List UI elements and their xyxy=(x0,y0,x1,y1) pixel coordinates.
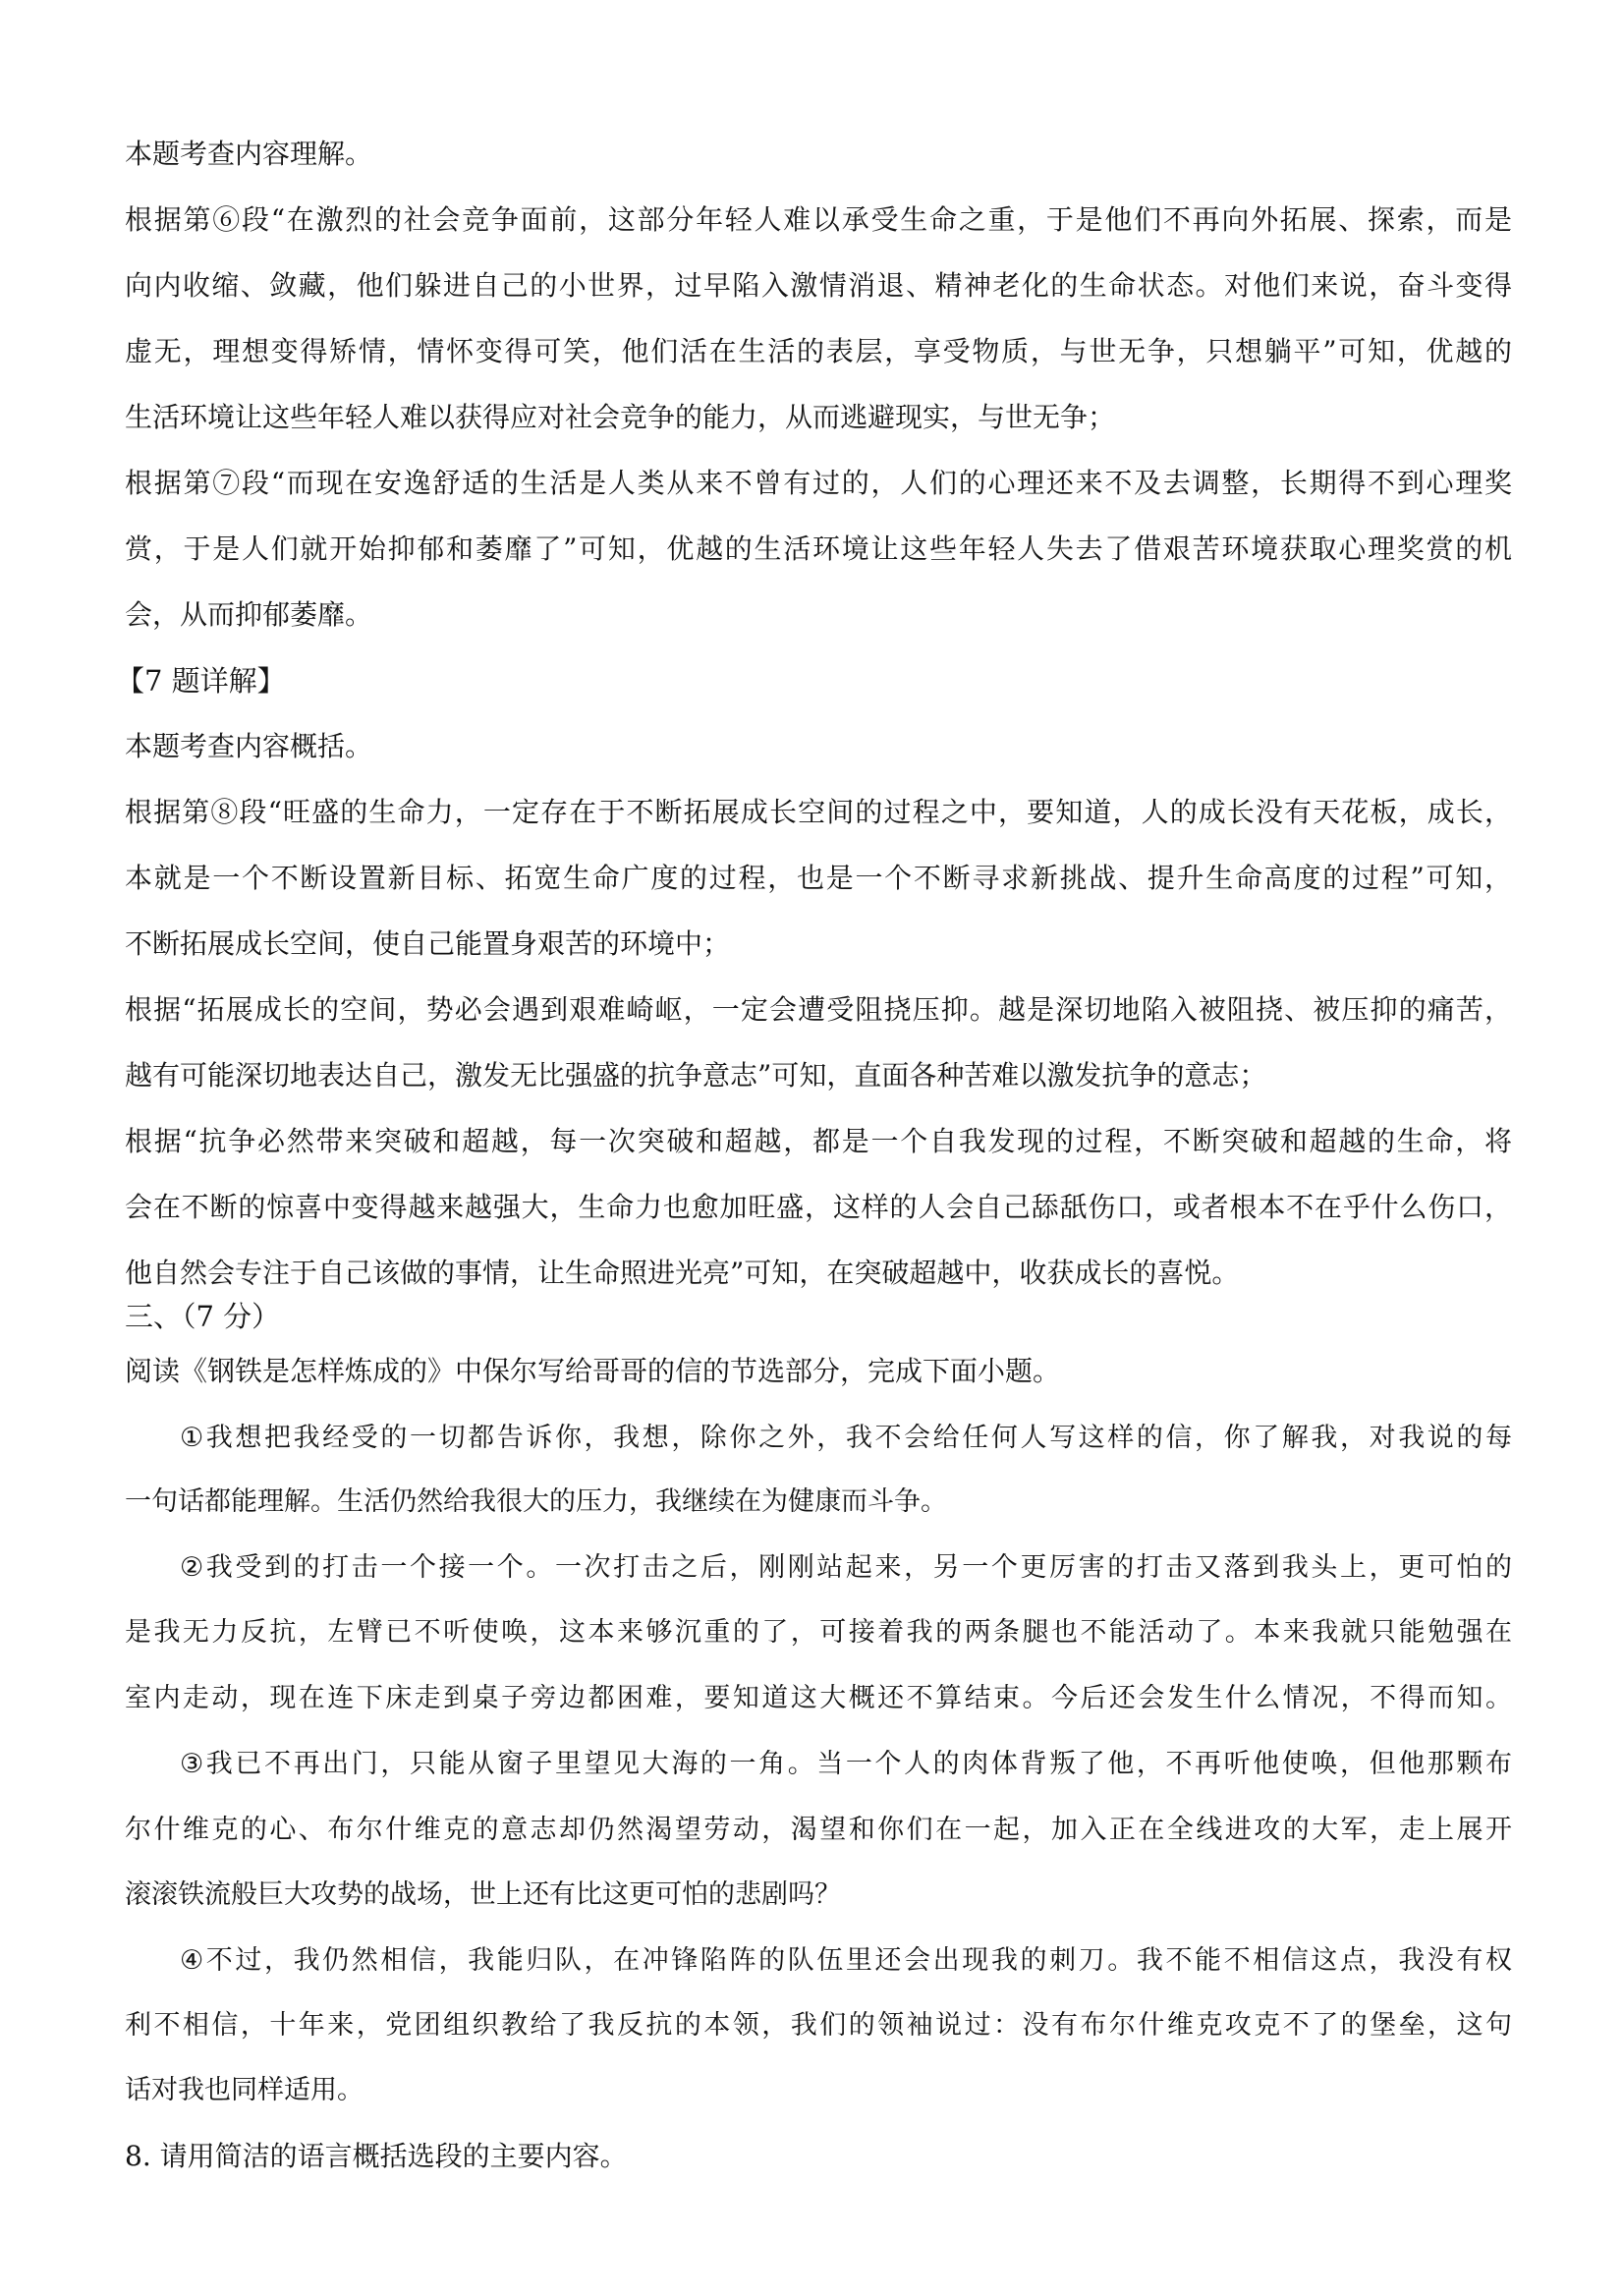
passage-line: 话对我也同样适用。 xyxy=(125,2075,364,2105)
passage-line: 是我无力反抗，左臂已不听使唤，这本来够沉重的了，可接着我的两条腿也不能活动了。本来我就只能勉强在 xyxy=(125,1617,1512,1648)
answer6-intro: 本题考查内容理解。 xyxy=(125,138,373,170)
answer7-text-line: 根据第⑧段“旺盛的生命力，一定存在于不断拓展成长空间的过程之中，要知道，人的成长没有天花板，成长， xyxy=(125,796,1512,828)
passage-line: 室内走动，现在连下床走到桌子旁边都困难，要知道这大概还不算结束。今后还会发生什么情况，不得而知。 xyxy=(125,1683,1512,1713)
passage-line: 尔什维克的心、布尔什维克的意志却仍然渴望劳动，渴望和你们在一起，加入正在全线进攻的大军，走上展开 xyxy=(125,1815,1512,1845)
passage-line: ③我已不再出门，只能从窗子里望见大海的一角。当一个人的肉体背叛了他，不再听他使唤，但他那颗布 xyxy=(180,1749,1512,1779)
section3-heading: 三、（7 分） xyxy=(125,1300,281,1333)
answer6-text-line: 生活环境让这些年轻人难以获得应对社会竞争的能力，从而逃避现实，与世无争； xyxy=(125,401,1116,433)
answer7-text-line: 根据“拓展成长的空间，势必会遇到艰难崎岖，一定会遭受阻挠压抑。越是深切地陷入被阻挠、被压抑的痛苦， xyxy=(125,993,1512,1026)
answer6-text-line: 根据第⑦段“而现在安逸舒适的生活是人类从来不曾有过的，人们的心理还来不及去调整，长期得不到心理奖 xyxy=(125,467,1512,499)
answer7-text-line: 他自然会专注于自己该做的事情，让生命照进光亮”可知，在突破超越中，收获成长的喜悦。 xyxy=(125,1257,1240,1289)
answer6-text-line: 会，从而抑郁萎靡。 xyxy=(125,598,373,631)
passage-line: ④不过，我仍然相信，我能归队，在冲锋陷阵的队伍里还会出现我的刺刀。我不能不相信这点，我没有权 xyxy=(180,1945,1512,1976)
passage-line: 利不相信，十年来，党团组织教给了我反抗的本领，我们的领袖说过：没有布尔什维克攻克不了的堡垒，这句 xyxy=(125,2010,1512,2041)
section3-instruction: 阅读《钢铁是怎样炼成的》中保尔写给哥哥的信的节选部分，完成下面小题。 xyxy=(125,1355,1061,1387)
answer7-text-line: 越有可能深切地表达自己，激发无比强盛的抗争意志”可知，直面各种苦难以激发抗争的意志； xyxy=(125,1059,1267,1092)
answer6-text-line: 赏，于是人们就开始抑郁和萎靡了”可知，优越的生活环境让这些年轻人失去了借艰苦环境获取心理奖赏的机 xyxy=(125,532,1512,565)
answer7-text-line: 会在不断的惊喜中变得越来越强大，生命力也愈加旺盛，这样的人会自己舔舐伤口，或者根本不在乎什么伤口， xyxy=(125,1191,1512,1223)
answer6-text-line: 根据第⑥段“在激烈的社会竞争面前，这部分年轻人难以承受生命之重，于是他们不再向外拓展、探索，而是 xyxy=(125,203,1512,236)
answer7-heading: 【7 题详解】 xyxy=(116,664,286,698)
answer7-intro: 本题考查内容概括。 xyxy=(125,730,373,762)
passage-line: 一句话都能理解。生活仍然给我很大的压力，我继续在为健康而斗争。 xyxy=(125,1486,947,1517)
answer6-text-line: 虚无，理想变得矫情，情怀变得可笑，他们活在生活的表层，享受物质，与世无争，只想躺平”可知，优越的 xyxy=(125,335,1512,367)
answer7-text-line: 本就是一个不断设置新目标、拓宽生命广度的过程，也是一个不断寻求新挑战、提升生命高度的过程”可知， xyxy=(125,862,1512,894)
passage-line: ①我想把我经受的一切都告诉你，我想，除你之外，我不会给任何人写这样的信，你了解我，对我说的每 xyxy=(180,1423,1512,1453)
passage-line: 滚滚铁流般巨大攻势的战场，世上还有比这更可怕的悲剧吗？ xyxy=(125,1879,841,1910)
passage-line: ②我受到的打击一个接一个。一次打击之后，刚刚站起来，另一个更厉害的打击又落到我头上，更可怕的 xyxy=(180,1552,1512,1583)
answer6-text-line: 向内收缩、敛藏，他们躲进自己的小世界，过早陷入激情消退、精神老化的生命状态。对他们来说，奋斗变得 xyxy=(125,269,1512,302)
answer7-text-line: 根据“抗争必然带来突破和超越，每一次突破和超越，都是一个自我发现的过程，不断突破和超越的生命，将 xyxy=(125,1125,1512,1157)
question-8: 8. 请用简洁的语言概括选段的主要内容。 xyxy=(125,2140,628,2172)
answer7-text-line: 不断拓展成长空间，使自己能置身艰苦的环境中； xyxy=(125,927,731,960)
